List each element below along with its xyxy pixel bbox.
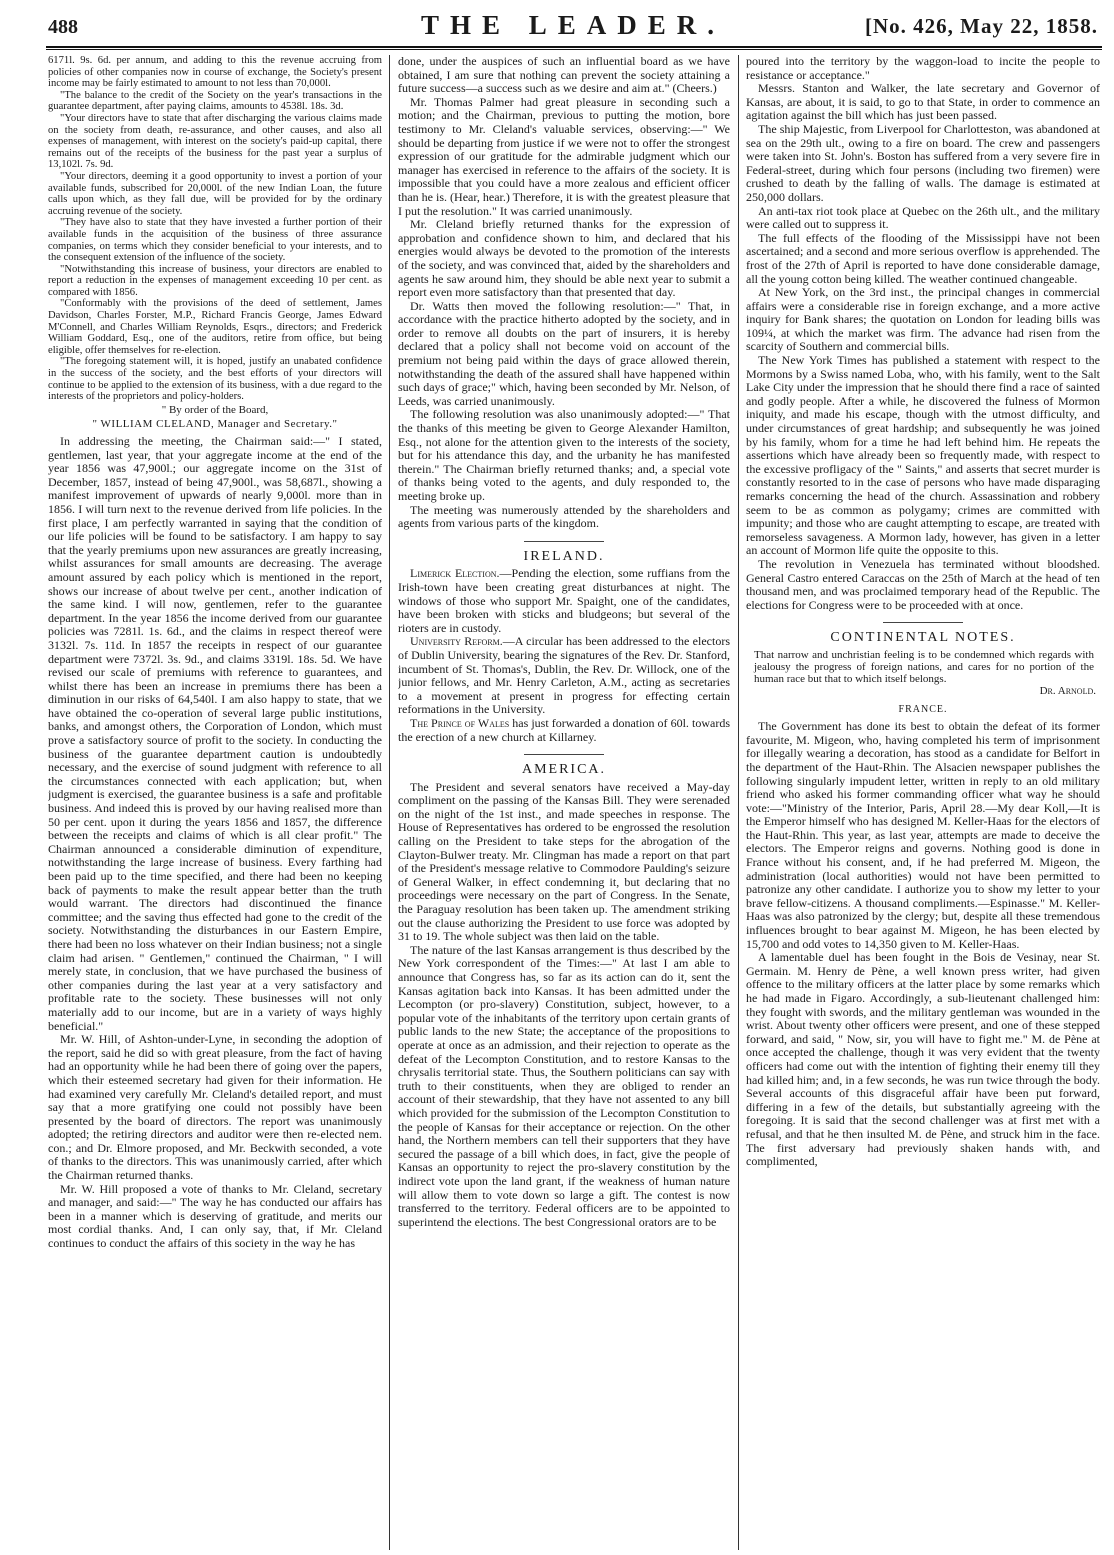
article-paragraph: Dr. Watts then moved the following resolution:—" That, in accordance with the practice hitherto adopted by the society, and in order to remove all doubts on the part of insurers, it is hereby declared that a policy shall not become void on account of the premium not being paid within the days of grace allowed therein, notwithstanding the death of the assured shall have happened within such days of grace;" which, having been seconded by Mr. Nelson, of Leeds, was carried unanimously. (398, 298, 730, 408)
news-item (398, 635, 730, 717)
article-paragraph: The meeting was numerously attended by the shareholders and agents from various parts of the kingdom. (398, 502, 730, 531)
header-rule (46, 46, 1102, 48)
article-paragraph: The President and several senators have received a May-day compliment on the passing of the Kansas Bill. They were serenaded on the night of the 1st inst., and made speeches in response. The House of Representatives has ordered to be engrossed the resolution calling on the President to take steps for the abrogation of the Clayton-Bulwer treaty. Mr. Clingman has made a report on that part of the President's message relative to Commodore Paulding's seizure of General Walker, in effect condemning it, but declaring that no proceedings were necessary on the part of Congress. In the Senate, the Paraguay resolution has been taken up. The amendment striking out the clause authorizing the President to use force was adopted by 31 to 19. The whole subject was then laid on the table. (398, 779, 730, 944)
report-paragraph: "The balance to the credit of the Society on the year's transactions in the guarantee department, after paying claims, amounts to 4538l. 18s. 3d. (48, 89, 382, 113)
news-item-text: has just forwarded a donation of 60l. towards the erection of a new church at Killarney. (398, 715, 730, 744)
article-paragraph: The revolution in Venezuela has terminated without bloodshed. General Castro entered Caraccas on the 25th of March at the head of ten thousand men, and was proclaimed temporary head of the Republic. The elections for Congress were to be proceeded with at once. (746, 556, 1100, 612)
subheading-france: FRANCE. (898, 703, 948, 715)
signature-line: " By order of the Board, (161, 403, 269, 416)
news-item-lead: Limerick Election. (410, 566, 500, 581)
section-heading-continental: CONTINENTAL NOTES. (830, 630, 1016, 646)
article-paragraph: Mr. Cleland briefly returned thanks for the expression of approbation and confidence shown to him, and declared that his energies would always be devoted to the promotion of the interests of the society, and was convinced that, aided by the shareholders and agents he saw around him, they should be able next year to submit a report even more satisfactory than that presented that day. (398, 217, 730, 300)
article-paragraph: Mr. W. Hill proposed a vote of thanks to Mr. Cleland, secretary and manager, and said:—" The way he has conducted our affairs has been in a manner which is deserving of gratitude, and merits our most cordial thanks. And, I can only say, that, if Mr. Cleland continues to conduct the affairs of this society in the way he has (48, 1181, 382, 1251)
article-paragraph: The following resolution was also unanimously adopted:—" That the thanks of this meeting be given to George Alexander Hamilton, Esq., not alone for the attention given to the interests of the society, but for his attendance this day, and the urbanity he has manifested therein." The Chairman briefly returned thanks; and, a special vote of thanks being voted to the agents, and duly responded to, the meeting broke up. (398, 407, 730, 503)
article-paragraph: The ship Majestic, from Liverpool for Charlotteston, was abandoned at sea on the 29th ult., owing to a fire on board. The crew and passengers were taken into St. John's. Boston has suffered from a very severe fire in Federal-street, during which four persons (including two firemen) were crushed to death by the falling of walls. The damage is estimated at 250,000 dollars. (746, 121, 1100, 204)
report-paragraph: "Your directors, deeming it a good opportunity to invest a portion of your available funds, subscribed for 20,000l. of the new Indian Loan, the future calls upon which, as they fall due, will be provided for by the ordinary accruing revenue of the society. (48, 170, 382, 217)
column-divider (389, 55, 390, 1550)
report-paragraph: "The foregoing statement will, it is hoped, justify an unabated confidence in the success of the society, and the best efforts of your directors will continue to be applied to the extension of its business, with a due regard to the interests of the proprietors and policy-holders. (48, 356, 382, 403)
column-1 (48, 55, 382, 1550)
news-item (398, 567, 730, 635)
article-paragraph: The full effects of the flooding of the Mississippi have not been ascertained; and a second and more serious overflow is apprehended. The frost of the 27th of April is reported to have done considerable damage, all the young cotton being killed. The weather continued changeable. (746, 230, 1100, 286)
news-item (398, 717, 730, 744)
report-paragraph: "Conformably with the provisions of the deed of settlement, James Davidson, Charles Forster, M.P., Richard Francis George, James Edward M'Connell, and Charles William Reynolds, Esqrs., directors; and Frederick William Goddard, Esq., one of the auditors, retire from office, but being eligible, offer themselves for re-election. (48, 298, 382, 356)
section-heading-america: AMERICA. (521, 762, 607, 778)
report-paragraph: "They have also to state that they have invested a further portion of their available funds in the acquisition of the business of three assurance companies, on terms which they consider beneficial to your interests, and to the consequent extension of the influence of the society. (48, 217, 382, 264)
article-paragraph: A lamentable duel has been fought in the Bois de Vesinay, near St. Germain. M. Henry de Pène, a well known press writer, had given offence to the military officers at the latter place by some remarks which he had made in Figaro. Accordingly, a sub-lieutenant challenged him: they fought with swords, and the military gentleman was wounded in the wrist. About twenty other officers were present, and one of these stepped forward, and said, " Now, sir, you will have to fight me." M. de Pène at once accepted the challenge, though it was very evident that the twenty officers had come out with the intention of fighting their enemy till they had killed him; and, in a few seconds, he was run twice through the body. Several accounts of this disgraceful affair have been put forward, differing in a few of the details, but substantially agreeing with the foregoing. It is said that the second challenger was at first met with a refusal, and that he then insulted M. de Pène, and struck him in the face. The first adversary had previously shaken hands with, and complimented, (746, 950, 1100, 1169)
section-separator (524, 541, 604, 542)
news-item-text: —A circular has been addressed to the electors of Dublin University, bearing the signatures of the Rev. Dr. Stanford, incumbent of St. Thomas's, Dublin, the Rev. Dr. Willock, one of the junior fellows, and Mr. Henry Carleton, A.M., acting as secretaries to a movement at present in progress for effecting certain reformations in the University. (398, 634, 730, 717)
article-paragraph: The nature of the last Kansas arrangement is thus described by the New York correspondent of the Times:—" At last I am able to announce that Congress has, so far as its action can do it, sent the Kansas agitation back into Kansas. It has been admitted under the Lecompton (or pro-slavery) Constitution, subject, however, to a popular vote of the inhabitants of the territory upon certain grants of public lands to the new State; the acceptance of the propositions to operate at once as an admission, and their rejection to operate as the defeat of the Lecompton Constitution, and to restore Kansas to the chrysalis territorial state. Thus, the Southern politicians can say with truth to their constituents, when they are obliged to render an account of their stewardship, that they have not assented to any bill which provided for the submission of the Lecompton Constitution to the people of Kansas for their acceptance or rejection. On the other hand, the Northern members can tell their supporters that they have secured the passage of a bill which does, in fact, give the people of Kansas an opportunity to reject the pro-slavery constitution by the indirect vote upon the land grant, if the weakness of human nature will allow them to vote down so large a gift. The contest is now transferred to the territory. Federal officers are to be appointed to superintend the elections. The best Congressional orators are to be (398, 942, 730, 1229)
page-number: 488 (48, 16, 78, 38)
article-paragraph: poured into the territory by the waggon-load to incite the people to resistance or acceptance." (746, 55, 1100, 82)
article-paragraph: At New York, on the 3rd inst., the principal changes in commercial affairs were a considerable rise in foreign exchange, and a more active inquiry for Bank shares; the quotation on London for leading bills was 109¼, at which the market was firm. The advance had risen from the scarcity of Southern and commercial bills. (746, 285, 1100, 354)
report-paragraph: "Your directors have to state that after discharging the various claims made on the society from death, re-assurance, and other causes, and also all expenses of management, with interest on the society's paid-up capital, there remains out of the receipts of the business for the past year a surplus of 13,102l. 7s. 9d. (48, 112, 382, 171)
article-paragraph: Messrs. Stanton and Walker, the late secretary and Governor of Kansas, are about, it is said, to go to that State, in order to commence an agitation against the bill which has just been passed. (746, 81, 1100, 123)
section-separator (524, 754, 604, 755)
article-paragraph: done, under the auspices of such an influential board as we have obtained, I am sure that nothing can prevent the society attaining a future success—a success such as we desire and aim at." (Cheers.) (398, 55, 730, 96)
issue-info: [No. 426, May 22, 1858. (865, 14, 1098, 38)
motto-attribution: Dr. Arnold. (1039, 684, 1096, 697)
section-separator (883, 622, 963, 623)
page-header (48, 10, 1098, 44)
news-item-text: —Pending the election, some ruffians from the Irish-town have been creating great disturbances at night. The windows of those who support Mr. Spaight, one of the candidates, have been broken with sticks and bludgeons; but several of the rioters are in custody. (398, 566, 730, 635)
masthead-title: THE LEADER. (420, 10, 726, 40)
header-rule-thin (46, 49, 1102, 50)
column-3 (746, 55, 1100, 1550)
section-heading-ireland: IRELAND. (523, 548, 605, 564)
report-paragraph: "Notwithstanding this increase of business, your directors are enabled to report a reduction in the expenses of management exceeding 10 per cent. as compared with 1856. (48, 263, 382, 298)
article-paragraph: The Government has done its best to obtain the defeat of its former favourite, M. Migeon, who, having completed his term of imprisonment for illegally wearing a decoration, has stood as a candidate for Belfort in the department of the Haut-Rhin. The Alsacien newspaper publishes the following singularly impudent letter, written in reply to an old military friend who asked his former commanding officer what way he should vote:—"Ministry of the Interior, Paris, April 28.—My dear Koll,—It is the Emperor himself who has designed M. Keller-Haas for the electors of the Haut-Rhin. This year, as last year, attempts are made to deceive the electors. The Emperor reigns and governs. Nothing good is done in France without his consent, and, if he had preferred M. Migeon, the administration (local authorities) would not have been permitted to patronize any other candidate. I authorize you to show my letter to your brave fellow-citizens. A thousand compliments.—Espinasse." M. Keller-Haas was also patronized by the clergy; but, despite all these tremendous influences brought to bear against M. Migeon, he has been elected by 15,700 and odd votes to 14,350 given to M. Keller-Haas. (746, 719, 1100, 951)
report-paragraph: 6171l. 9s. 6d. per annum, and adding to this the revenue accruing from policies of other companies now in course of exchange, the Society's present income may be fairly estimated to amount to not less than 70,000l. (48, 55, 382, 90)
article-paragraph: The New York Times has published a statement with respect to the Mormons by a Swiss named Loba, who, with his family, went to the Salt Lake City under the impression that he should there find a race of sainted and godly people. After a while, he discovered the fulness of Mormon iniquity, and made his escape, though with the utmost difficulty, and under circumstances of great hardship; and subsequently he was joined by his family, whom for a time he had left behind him. He repeats the assertions which have already been so frequently made, with respect to the excessive profligacy of the " Saints," and asserts that secret murder is constantly resorted to in the case of persons who have made disparaging remarks concerning the head of the church. Assassination and robbery seem to be as common as polygamy; crimes are committed with impunity; and those who are caught attempting to escape, are treated with remorseless savageness. A Mormon lady, however, has given in a letter an account of Mormon life quite the opposite to this. (746, 353, 1100, 558)
news-item-lead: University Reform. (410, 634, 503, 649)
news-item-lead: The Prince of Wales (410, 715, 510, 730)
article-paragraph: Mr. W. Hill, of Ashton-under-Lyne, in seconding the adoption of the report, said he did so with great pleasure, from the fact of having had an opportunity while he had been there of going over the papers, which their esteemed secretary had given for their information. He had examined very carefully Mr. Cleland's detailed report, and must say that a more gratifying one could not possibly have been presented by the board of directors. The report was unanimously adopted; the retiring directors and auditor were then re-elected nem. con.; and Dr. Elmore proposed, and Mr. Beckwith seconded, a vote of thanks to the directors. This was unanimously carried, after which the Chairman returned thanks. (48, 1032, 382, 1183)
signature-name: " WILLIAM CLELAND, Manager and Secretary." (92, 418, 338, 431)
column-divider (738, 55, 739, 1550)
article-paragraph: In addressing the meeting, the Chairman said:—" I stated, gentlemen, last year, that your aggregate income at the end of the year 1856 was 47,900l.; our aggregate income on the 31st of December, 1857, instead of being 47,900l., was 58,687l., showing a manifest improvement of upwards of nearly 9,000l. more than in 1856. I will turn next to the revenue derived from life policies. In the first place, I am perfectly warranted in saying that the condition of our life policies will be found to be satisfactory. I am happy to say that the yearly premiums upon new assurances are greatly increasing, whilst assurances for small amounts are decreasing. The average amount assured by each policy which is mentioned in the report, shows our increase of about twelve per cent., another indication of the same kind. I will now, gentlemen, refer to the guarantee department. In the year 1856 the income derived from our guarantee policies was 7281l. 1s. 6d., and the claims in respect thereof were 3132l. 7s. 11d. In 1857 the receipts in respect of our guarantee department were 7372l. 3s. 9d., and claims 3319l. 18s. 5d. We have revised our scale of premiums with reference to guarantees, and whilst there has been an increase in premiums there has been a diminution in our risks of 64,540l. I am also happy to state, that we have obtained the co-operation of several large public institutions, banks, and amongst others, the Corporation of London, which must prove a satisfactory source of profit to the society. In conducting the business of the guarantee department caution is undoubtedly necessary, and the exercise of sound judgment with reference to all the circumstances connected with each application; but, when judgment is exercised, the guarantee business is a safe and profitable business. And indeed this is proved by our having realised more than 50 per cent. upon it during the years 1856 and 1857, the difference between the receipts and claims of which is all clear profit." The Chairman announced a considerable diminution of expenditure, notwithstanding the large increase of business. Every farthing had been paid up to the time specified, and there had been no keeping back of payments to make the result appear better than the truth would warrant. The directors had discontinued the finance committee; and the saving thus effected had gone to the credit of the society. Notwithstanding the disturbances in our Eastern Empire, there had been no loss whatever on their Indian business; not a single claim had arisen. " Gentlemen," continued the Chairman, " I will merely state, in conclusion, that we have purchased the business of other companies during the last year at a very satisfactory and profitable rate to the society. These businesses will not only materially add to our income, but are in a variety of ways highly beneficial." (48, 434, 382, 1033)
column-2 (398, 55, 730, 1550)
section-motto: That narrow and unchristian feeling is to be condemned which regards with jealousy the progress of foreign nations, and cares for no portion of the human race but that to which itself belongs. (754, 648, 1094, 685)
article-paragraph: An anti-tax riot took place at Quebec on the 26th ult., and the military were called out to suppress it. (746, 203, 1100, 232)
article-paragraph: Mr. Thomas Palmer had great pleasure in seconding such a motion; and the Chairman, previous to putting the motion, bore testimony to Mr. Cleland's valuable services, observing:—" We should be departing from justice if we were not to offer the strongest expression of our gratitude for the admirable judgment which our manager has exercised in reference to the affairs of the society. It is impossible that you could have a more zealous and efficient officer than he is. (Hear, hear.) Therefore, it is with the greatest pleasure that I put the resolution." It was carried unanimously. (398, 94, 730, 218)
